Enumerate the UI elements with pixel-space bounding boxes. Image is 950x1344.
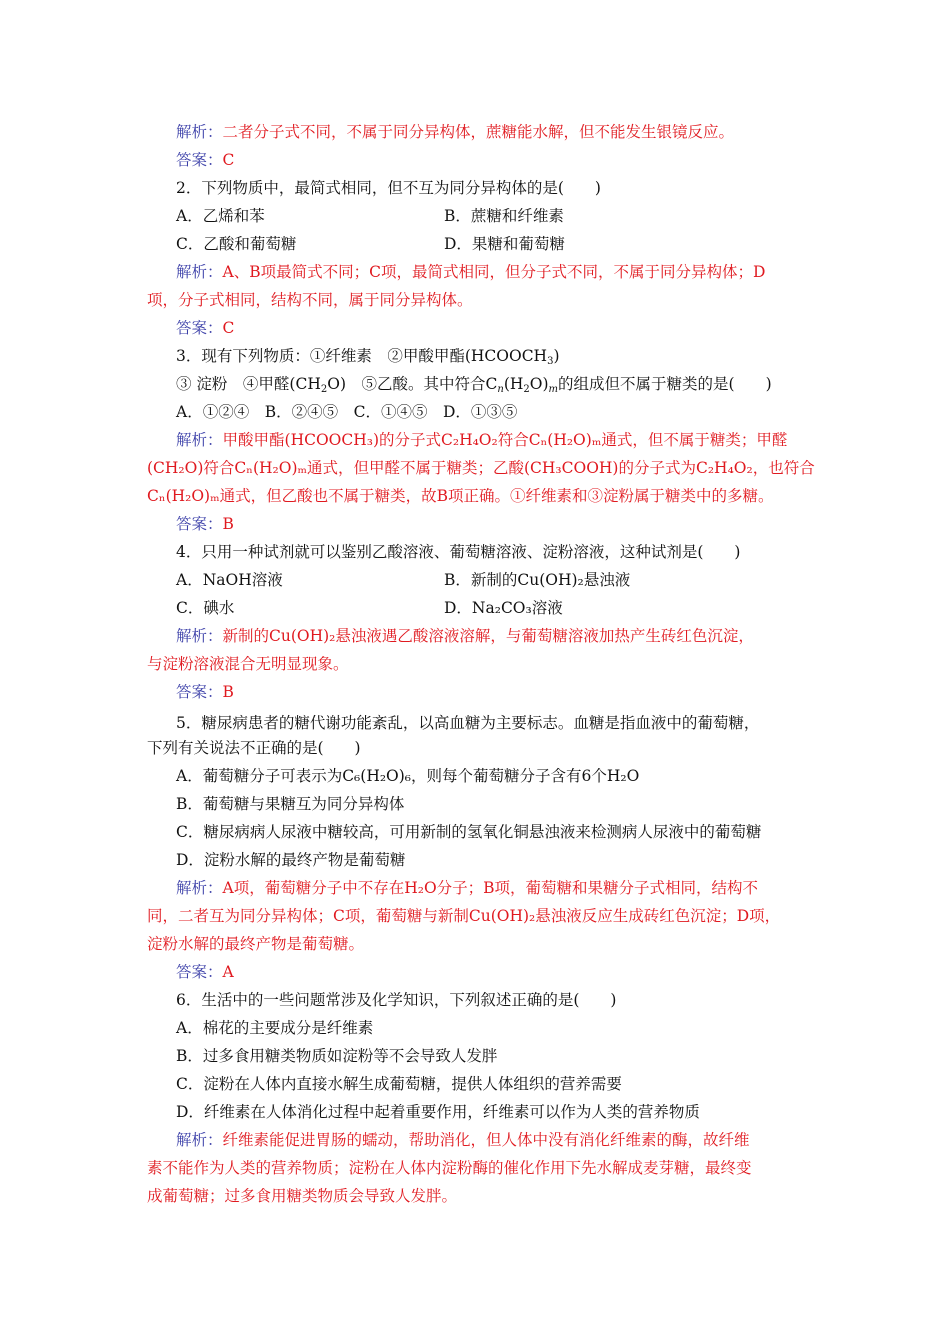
q5-analysis-line-3: 淀粉水解的最终产物是葡萄糖。	[147, 935, 365, 953]
q5-analysis-line-1: 解析：A项，葡萄糖分子中不存在H₂O分子；B项，葡萄糖和果糖分子式相同，结构不	[176, 879, 759, 897]
q4-stem: 4．只用一种试剂就可以鉴别乙酸溶液、葡萄糖溶液、淀粉溶液，这种试剂是( )	[176, 543, 741, 561]
q6-analysis-line-2: 素不能作为人类的营养物质；淀粉在人体内淀粉酶的催化作用下先水解成麦芽糖，最终变	[147, 1159, 752, 1177]
q4-analysis-line-1: 解析：新制的Cu(OH)₂悬浊液遇乙酸溶液溶解，与葡萄糖溶液加热产生砖红色沉淀，	[176, 627, 754, 645]
q5-stem-line-2: 下列有关说法不正确的是( )	[147, 739, 361, 757]
q1-answer: 答案：C	[176, 151, 235, 169]
q5-option-d: D．淀粉水解的最终产物是葡萄糖	[176, 851, 406, 869]
q2-answer: 答案：C	[176, 319, 235, 337]
q5-option-b: B．葡萄糖与果糖互为同分异构体	[176, 795, 405, 813]
q1-analysis: 解析：二者分子式不同，不属于同分异构体，蔗糖能水解，但不能发生银镜反应。	[176, 123, 735, 141]
q5-analysis-line-2: 同，二者互为同分异构体；C项，葡萄糖与新制Cu(OH)₂悬浊液反应生成砖红色沉淀；D项，	[147, 907, 781, 925]
q3-analysis-line-2: (CH₂O)符合Cₙ(H₂O)ₘ通式，但甲醛不属于糖类；乙酸(CH₃COOH)的分子式为C₂H₄O₂，也符合	[147, 459, 815, 477]
q6-option-c: C．淀粉在人体内直接水解生成葡萄糖，提供人体组织的营养需要	[176, 1075, 622, 1093]
q2-option-a: A．乙烯和苯	[176, 207, 265, 225]
q2-analysis-line-2: 项，分子式相同，结构不同，属于同分异构体。	[147, 291, 473, 309]
q4-option-d: D．Na₂CO₃溶液	[444, 599, 563, 617]
q2-option-d: D．果糖和葡萄糖	[444, 235, 565, 253]
q3-analysis-line-1: 解析：甲酸甲酯(HCOOCH₃)的分子式C₂H₄O₂符合Cₙ(H₂O)ₘ通式，但不属于糖类；甲醛	[176, 431, 788, 449]
q6-stem: 6．生活中的一些问题常涉及化学知识，下列叙述正确的是( )	[176, 991, 617, 1009]
q6-option-a: A．棉花的主要成分是纤维素	[176, 1019, 374, 1037]
q3-stem-line-2: ③ 淀粉 ④甲醛$(CH_2O)$ ⑤乙酸。其中符合$C_n(H_2O)_m$的组成但不属于糖类的是( )	[176, 375, 772, 395]
q3-answer: 答案：B	[176, 515, 234, 533]
q6-analysis-line-1: 解析：纤维素能促进胃肠的蠕动，帮助消化，但人体中没有消化纤维素的酶，故纤维	[176, 1131, 750, 1149]
q6-option-b: B．过多食用糖类物质如淀粉等不会导致人发胖	[176, 1047, 498, 1065]
q5-answer: 答案：A	[176, 963, 234, 981]
q6-analysis-line-3: 成葡萄糖；过多食用糖类物质会导致人发胖。	[147, 1187, 458, 1205]
q4-answer: 答案：B	[176, 683, 234, 701]
analysis-label: 解析：	[176, 123, 223, 141]
q4-option-a: A．NaOH溶液	[176, 571, 283, 589]
q2-option-b: B．蔗糖和纤维素	[444, 207, 564, 225]
q2-stem: 2．下列物质中，最简式相同，但不互为同分异构体的是( )	[176, 179, 601, 197]
q6-option-d: D．纤维素在人体消化过程中起着重要作用，纤维素可以作为人类的营养物质	[176, 1103, 700, 1121]
q3-analysis-line-3: Cₙ(H₂O)ₘ通式，但乙酸也不属于糖类，故B项正确。①纤维素和③淀粉属于糖类中的多糖。	[147, 487, 774, 505]
q4-option-c: C．碘水	[176, 599, 235, 617]
q5-stem-line-1: 5．糖尿病患者的糖代谢功能紊乱，以高血糖为主要标志。血糖是指血液中的葡萄糖，	[176, 714, 760, 732]
q4-analysis-line-2: 与淀粉溶液混合无明显现象。	[147, 655, 349, 673]
q2-option-c: C．乙酸和葡萄糖	[176, 235, 297, 253]
q5-option-c: C．糖尿病病人尿液中糖较高，可用新制的氢氧化铜悬浊液来检测病人尿液中的葡萄糖	[176, 823, 762, 841]
q5-option-a: A．葡萄糖分子可表示为C₆(H₂O)₆，则每个葡萄糖分子含有6个H₂O	[176, 767, 640, 785]
q3-stem-line-1: 3．现有下列物质：①纤维素 ②甲酸甲酯$(HCOOCH_3)$	[176, 347, 560, 367]
q4-option-b: B．新制的Cu(OH)₂悬浊液	[444, 571, 631, 589]
q3-options: A．①②④ B．②④⑤ C．①④⑤ D．①③⑤	[176, 403, 518, 421]
q2-analysis-line-1: 解析：A、B项最简式不同；C项，最简式相同，但分子式不同，不属于同分异构体；D	[176, 263, 766, 281]
answer-label: 答案：	[176, 151, 223, 169]
